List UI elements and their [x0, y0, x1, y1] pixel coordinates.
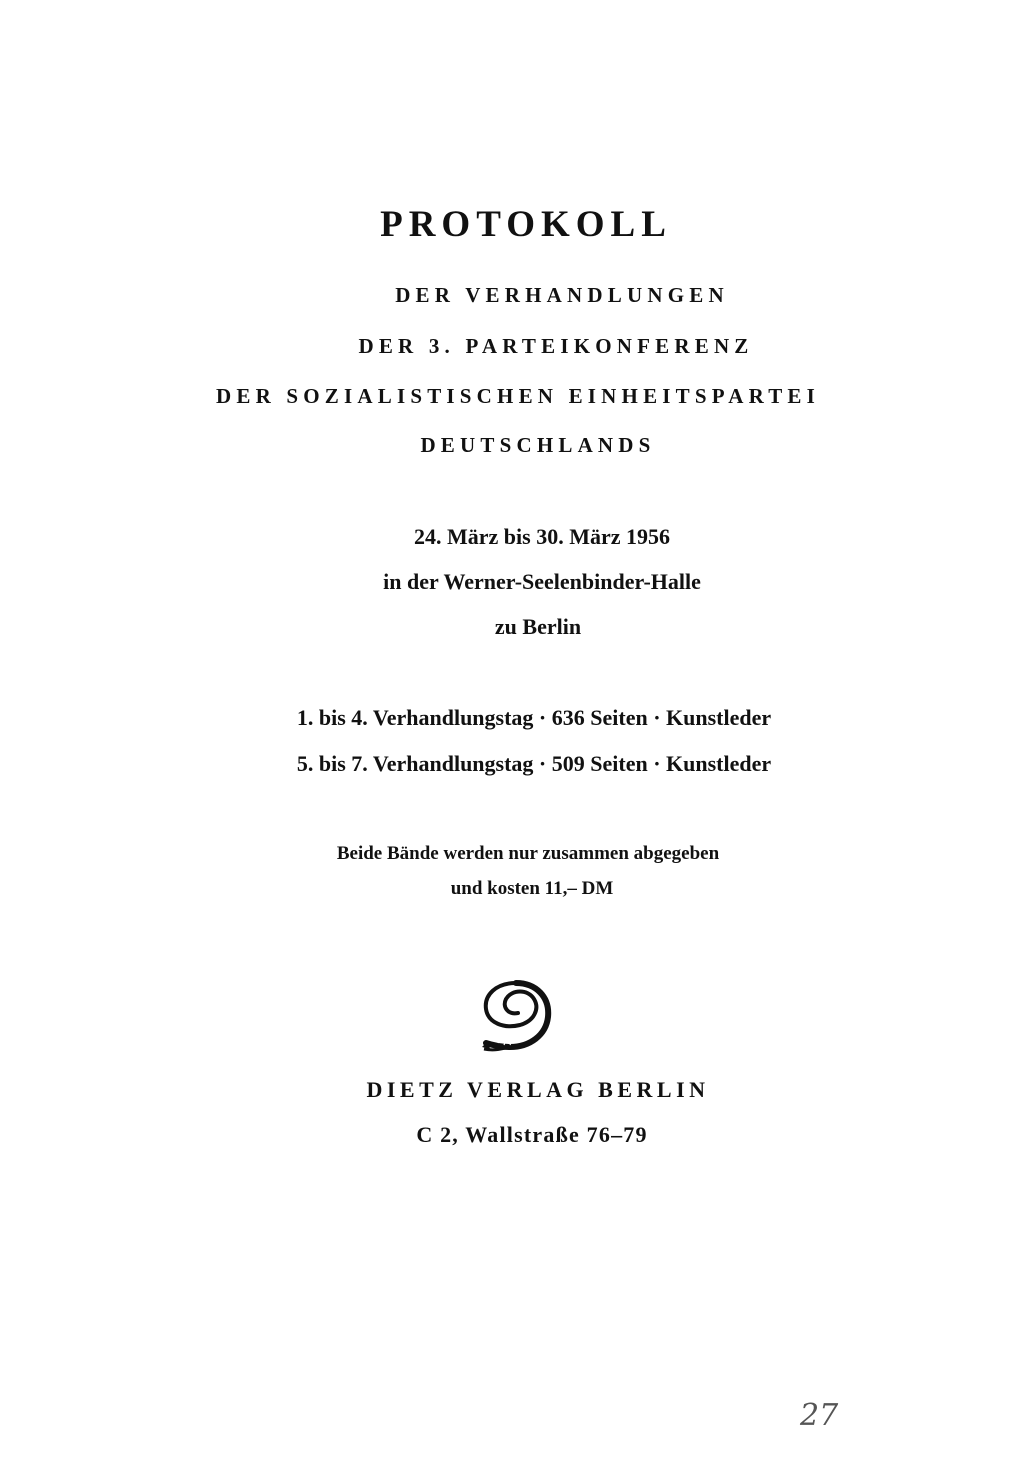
- price-note-line-1: Beide Bände werden nur zusammen abgegeben: [336, 843, 720, 864]
- event-venue: in der Werner-Seelenbinder-Halle: [383, 569, 701, 594]
- publisher-address: C 2, Wallstraße 76–79: [416, 1122, 648, 1147]
- subtitle-line-2: DER 3. PARTEIKONFERENZ: [358, 334, 754, 358]
- event-city: zu Berlin: [494, 614, 582, 639]
- page-number: 27: [800, 1398, 839, 1433]
- volume-2-info: 5. bis 7. Verhandlungstag · 509 Seiten · Kunstleder: [296, 751, 772, 776]
- publisher-snake-logo-icon: [478, 977, 554, 1055]
- event-dates: 24. März bis 30. März 1956: [414, 524, 670, 549]
- document-title: PROTOKOLL: [380, 204, 672, 245]
- subtitle-line-1: DER VERHANDLUNGEN: [395, 283, 729, 307]
- subtitle-line-4: DEUTSCHLANDS: [420, 433, 656, 457]
- subtitle-line-3: DER SOZIALISTISCHEN EINHEITSPARTEI: [216, 384, 820, 408]
- price-note-line-2: und kosten 11,– DM: [450, 878, 614, 899]
- publisher-name: DIETZ VERLAG BERLIN: [366, 1077, 710, 1102]
- volume-1-info: 1. bis 4. Verhandlungstag · 636 Seiten · Kunstleder: [296, 705, 772, 730]
